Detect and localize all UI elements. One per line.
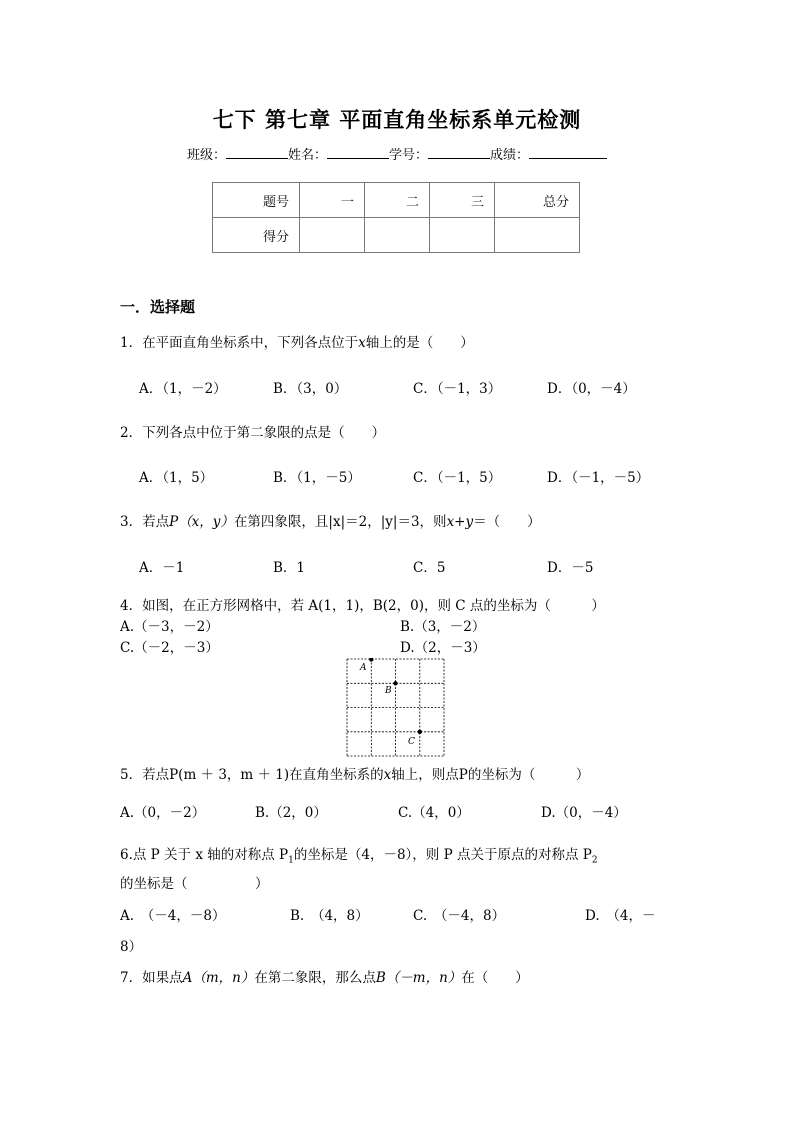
- student-info-line: [0, 144, 794, 163]
- class-blank[interactable]: [226, 145, 288, 159]
- label-a: A: [360, 663, 367, 673]
- q4-option-a[interactable]: A.（－3，－2）: [120, 619, 219, 635]
- q4-option-b[interactable]: B.（3，－2）: [400, 619, 486, 635]
- id-blank[interactable]: [428, 145, 490, 159]
- q3-option-a[interactable]: A．－1: [139, 560, 185, 576]
- q1-option-a[interactable]: A．（1，－2）: [139, 381, 227, 397]
- q2-option-d[interactable]: D．（－1，－5）: [547, 470, 650, 486]
- question-4-stem: 4．如图，在正方形网格中，若 A(1，1)，B(2，0)，则 C 点的坐标为（ ）: [120, 598, 605, 614]
- header-cell: 三: [430, 183, 495, 218]
- header-cell: 题号: [213, 183, 300, 218]
- q5-option-b[interactable]: B.（2，0）: [255, 805, 327, 821]
- score-cell[interactable]: [365, 218, 430, 253]
- score-table-header-row: [213, 183, 580, 218]
- q6-option-c[interactable]: C. （－4，8）: [413, 908, 506, 924]
- label-b: B: [385, 686, 392, 696]
- id-label: 学号：: [389, 148, 429, 163]
- q4-option-d[interactable]: D.（2，－3）: [400, 640, 486, 656]
- q6-option-d-wrap: 8）: [120, 939, 143, 955]
- name-blank[interactable]: [327, 145, 389, 159]
- score-table: [212, 182, 580, 253]
- q2-option-c[interactable]: C．（－1，5）: [413, 470, 502, 486]
- q5-option-d[interactable]: D.（0，－4）: [541, 805, 627, 821]
- q6-option-a[interactable]: A. （－4，－8）: [120, 908, 226, 924]
- point-a: [369, 658, 373, 662]
- row-label: 得分: [213, 218, 300, 253]
- class-label: 班级：: [186, 148, 226, 163]
- q1-option-d[interactable]: D．（0，－4）: [547, 381, 636, 397]
- grid-lines: [347, 659, 444, 756]
- question-3-stem: 3．若点P（x，y）在第四象限，且|x|＝2，|y|＝3，则x+y＝（ ）: [120, 514, 541, 530]
- name-label: 姓名：: [287, 148, 327, 163]
- point-c: [418, 730, 422, 734]
- score-label: 成绩：: [490, 148, 530, 163]
- score-cell[interactable]: [495, 218, 580, 253]
- question-1-stem: 1．在平面直角坐标系中，下列各点位于x轴上的是（ ）: [120, 335, 474, 351]
- section-heading: 一．选择题: [120, 298, 196, 316]
- score-blank[interactable]: [529, 145, 607, 159]
- question-7-stem: 7．如果点A（m，n）在第二象限，那么点B（－m，n）在（ ）: [120, 970, 529, 986]
- q5-option-a[interactable]: A.（0，－2）: [120, 805, 206, 821]
- question-6-stem-line2: 的坐标是（ ）: [120, 876, 269, 892]
- q3-option-c[interactable]: C．5: [413, 560, 446, 576]
- q6-option-d[interactable]: D. （4，－: [585, 908, 656, 924]
- q6-option-b[interactable]: B. （4，8）: [290, 908, 369, 924]
- score-cell[interactable]: [300, 218, 365, 253]
- page-title: 七下 第七章 平面直角坐标系单元检测: [212, 107, 582, 132]
- score-cell[interactable]: [430, 218, 495, 253]
- q3-option-d[interactable]: D．－5: [547, 560, 594, 576]
- header-cell: 一: [300, 183, 365, 218]
- label-c: C: [408, 737, 415, 747]
- header-cell: 总分: [495, 183, 580, 218]
- point-b: [393, 681, 397, 685]
- q4-option-c[interactable]: C.（－2，－3）: [120, 640, 219, 656]
- q5-option-c[interactable]: C.（4，0）: [398, 805, 470, 821]
- question-2-stem: 2．下列各点中位于第二象限的点是（ ）: [120, 425, 386, 441]
- score-table-score-row: [213, 218, 580, 253]
- header-cell: 二: [365, 183, 430, 218]
- q1-option-c[interactable]: C．（－1，3）: [413, 381, 502, 397]
- question-5-stem: 5．若点P(m ＋ 3，m ＋ 1)在直角坐标系的x轴上，则点P的坐标为（ ）: [120, 767, 590, 783]
- square-grid-figure: [346, 658, 446, 758]
- q1-option-b[interactable]: B．（3，0）: [273, 381, 348, 397]
- q2-option-a[interactable]: A．（1，5）: [139, 470, 214, 486]
- q2-option-b[interactable]: B．（1，－5）: [273, 470, 361, 486]
- question-6-stem: 6.点 P 关于 x 轴的对称点 $P_1$的坐标是（4，－8），则 P 点关于原点的对称点 $P_2$: [120, 847, 598, 866]
- q3-option-b[interactable]: B．1: [273, 560, 306, 576]
